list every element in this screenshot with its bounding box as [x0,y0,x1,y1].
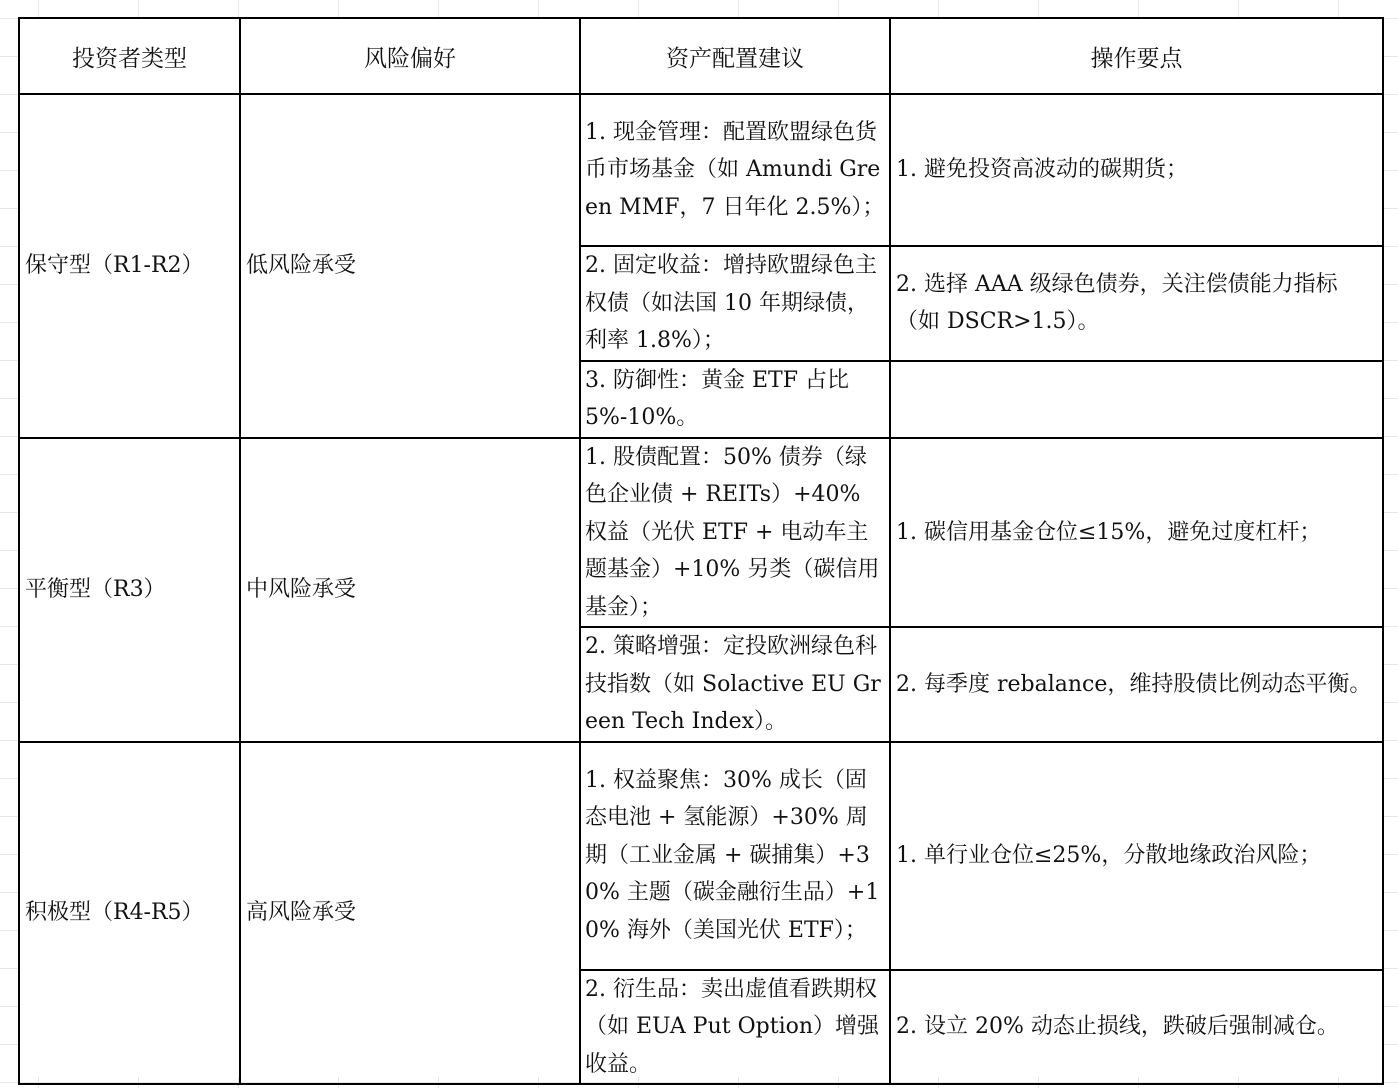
key-point-cell[interactable]: 2. 选择 AAA 级绿色债券，关注偿债能力指标（如 DSCR>1.5）。 [890,246,1383,361]
table-row [19,742,1383,970]
key-point-cell[interactable]: 1. 单行业仓位≤25%，分散地缘政治风险； [890,742,1383,970]
key-point-cell[interactable]: 2. 每季度 rebalance，维持股债比例动态平衡。 [890,627,1383,742]
header-row [19,18,1383,94]
table-row [19,438,1383,628]
allocation-cell[interactable]: 2. 固定收益：增持欧盟绿色主权债（如法国 10 年期绿债，利率 1.8%）； [580,246,890,361]
allocation-cell[interactable]: 2. 策略增强：定投欧洲绿色科技指数（如 Solactive EU Green Tech Index）。 [580,627,890,742]
key-point-cell[interactable]: 1. 碳信用基金仓位≤15%，避免过度杠杆； [890,438,1383,628]
header-risk-preference[interactable]: 风险偏好 [240,18,580,94]
header-key-points[interactable]: 操作要点 [890,18,1383,94]
risk-preference-cell[interactable]: 中风险承受 [240,438,580,742]
key-point-cell[interactable]: 2. 设立 20% 动态止损线，跌破后强制减仓。 [890,970,1383,1085]
allocation-cell[interactable]: 1. 权益聚焦：30% 成长（固态电池 + 氢能源）+30% 周期（工业金属 + 碳捕集）+30% 主题（碳金融衍生品）+10% 海外（美国光伏 ETF）； [580,742,890,970]
risk-preference-cell[interactable]: 低风险承受 [240,94,580,438]
allocation-cell[interactable]: 1. 股债配置：50% 债券（绿色企业债 + REITs）+40% 权益（光伏 ETF + 电动车主题基金）+10% 另类（碳信用基金）； [580,438,890,628]
key-point-cell[interactable] [890,361,1383,438]
key-point-cell[interactable]: 1. 避免投资高波动的碳期货； [890,94,1383,246]
investor-type-cell[interactable]: 平衡型（R3） [19,438,240,742]
header-allocation-advice[interactable]: 资产配置建议 [580,18,890,94]
allocation-table-sheet [18,17,1382,1077]
allocation-cell[interactable]: 1. 现金管理：配置欧盟绿色货币市场基金（如 Amundi Green MMF，7 日年化 2.5%）； [580,94,890,246]
allocation-table [18,17,1384,1085]
investor-type-cell[interactable]: 积极型（R4-R5） [19,742,240,1085]
risk-preference-cell[interactable]: 高风险承受 [240,742,580,1085]
allocation-cell[interactable]: 3. 防御性：黄金 ETF 占比 5%-10%。 [580,361,890,438]
allocation-cell[interactable]: 2. 衍生品：卖出虚值看跌期权（如 EUA Put Option）增强收益。 [580,970,890,1085]
table-row [19,94,1383,246]
header-investor-type[interactable]: 投资者类型 [19,18,240,94]
investor-type-cell[interactable]: 保守型（R1-R2） [19,94,240,438]
